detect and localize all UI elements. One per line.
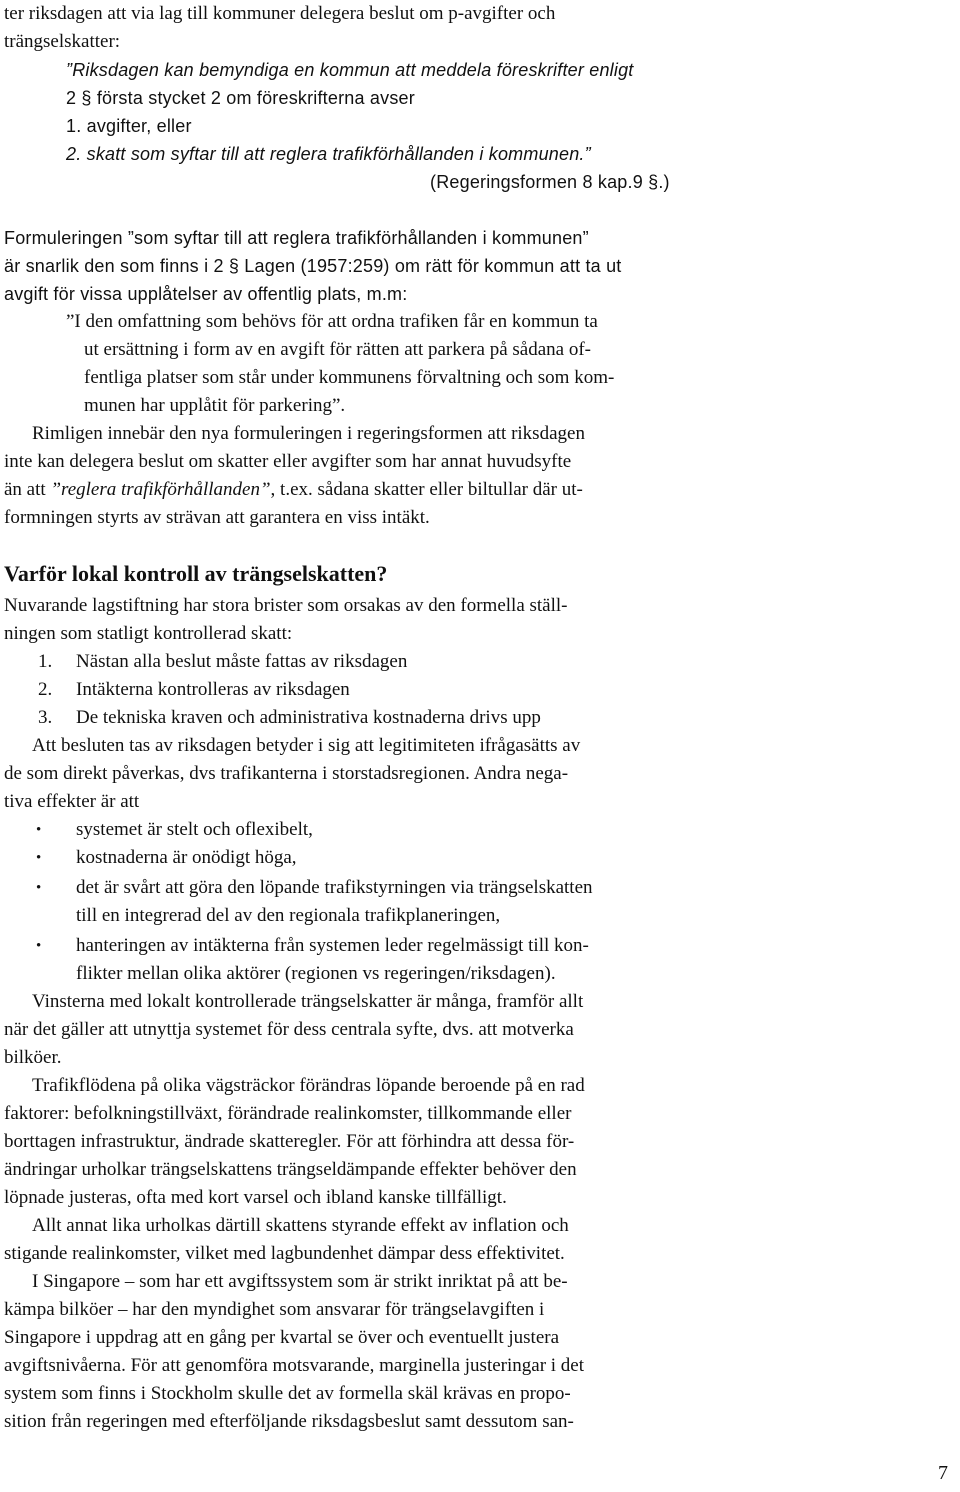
paragraph-line: [4, 476, 583, 504]
numbered-item-text: Nästan alla beslut måste fattas av riksdagen: [76, 651, 408, 672]
quote-line: ”I den omfattning som behövs för att ordna trafiken får en kommun ta: [66, 311, 598, 332]
paragraph-line: stigande realinkomster, vilket med lagbundenhet dämpar dess effektivitet.: [4, 1243, 565, 1264]
quote-line: ut ersättning i form av en avgift för rätten att parkera på sådana of-: [84, 339, 591, 360]
quote-line: munen har upplåtit för parkering”.: [84, 395, 346, 416]
emphasis-span: ”reglera trafikförhållanden”: [50, 479, 271, 500]
paragraph-line: Formuleringen ”som syftar till att reglera trafikförhållanden i kommunen”: [4, 228, 589, 248]
paragraph-line: när det gäller att utnyttja systemet för dess centrala syfte, dvs. att motverka: [4, 1019, 574, 1040]
bullet-icon: •: [36, 880, 42, 896]
bullet-text: till en integrerad del av den regionala trafikplaneringen,: [76, 905, 501, 926]
paragraph-line: ändringar urholkar trängselskattens trängseldämpande effekter behöver den: [4, 1159, 577, 1180]
paragraph-line: ningen som statligt kontrollerad skatt:: [4, 623, 293, 644]
paragraph-line: är snarlik den som finns i 2 § Lagen (1957:259) om rätt för kommun att ta ut: [4, 256, 622, 276]
section-heading: Varför lokal kontroll av trängselskatten?: [4, 561, 388, 586]
paragraph-line: formningen styrts av strävan att garantera en viss intäkt.: [4, 507, 430, 528]
quote-list-item: 1. avgifter, eller: [66, 116, 192, 136]
paragraph-line: avgift för vissa upplåtelser av offentlig plats, m.m:: [4, 284, 408, 304]
intro-line: trängselskatter:: [4, 31, 121, 52]
quote-line: 2 § första stycket 2 om föreskrifterna avser: [66, 88, 415, 108]
numbered-item-number: 2.: [38, 679, 53, 700]
numbered-item-text: De tekniska kraven och administrativa kostnaderna drivs upp: [76, 707, 541, 728]
paragraph-line: bilköer.: [4, 1047, 62, 1068]
bullet-text: det är svårt att göra den löpande trafikstyrningen via trängselskatten: [76, 877, 593, 898]
numbered-item-text: Intäkterna kontrolleras av riksdagen: [76, 679, 350, 700]
paragraph-line: borttagen infrastruktur, ändrade skatteregler. För att förhindra att dessa för-: [4, 1131, 575, 1152]
quote-list-item: 2. skatt som syftar till att reglera trafikförhållanden i kommunen.”: [66, 144, 591, 164]
paragraph-line: löpnade justeras, ofta med kort varsel och ibland kanske tillfälligt.: [4, 1187, 507, 1208]
quote-line: ”Riksdagen kan bemyndiga en kommun att meddela föreskrifter enligt: [66, 60, 634, 80]
bullet-icon: •: [36, 822, 42, 838]
numbered-item-number: 1.: [38, 651, 53, 672]
bullet-text: kostnaderna är onödigt höga,: [76, 847, 297, 868]
bullet-text: systemet är stelt och oflexibelt,: [76, 819, 313, 840]
paragraph-line: Singapore i uppdrag att en gång per kvartal se över och eventuellt justera: [4, 1327, 560, 1348]
paragraph-line: faktorer: befolkningstillväxt, förändrade realinkomster, tillkommande eller: [4, 1103, 572, 1124]
paragraph-line: Att besluten tas av riksdagen betyder i sig att legitimiteten ifrågasätts av: [32, 735, 581, 756]
paragraph-line: I Singapore – som har ett avgiftssystem som är strikt inriktat på att be-: [32, 1271, 568, 1292]
paragraph-line: de som direkt påverkas, dvs trafikanterna i storstadsregionen. Andra nega-: [4, 763, 569, 784]
paragraph-line: Trafikflödena på olika vägsträckor förändras löpande beroende på en rad: [32, 1075, 585, 1096]
intro-line: ter riksdagen att via lag till kommuner delegera beslut om p-avgifter och: [4, 3, 556, 24]
paragraph-line: Allt annat lika urholkas därtill skattens styrande effekt av inflation och: [32, 1215, 569, 1236]
bullet-icon: •: [36, 938, 42, 954]
quote-line: fentliga platser som står under kommunens förvaltning och som kom-: [84, 367, 615, 388]
paragraph-line: system som finns i Stockholm skulle det av formella skäl krävas en propo-: [4, 1383, 571, 1404]
paragraph-line: kämpa bilköer – har den myndighet som ansvarar för trängselavgiften i: [4, 1299, 545, 1320]
paragraph-line: Rimligen innebär den nya formuleringen i regeringsformen att riksdagen: [32, 423, 585, 444]
bullet-text: hanteringen av intäkterna från systemen leder regelmässigt till kon-: [76, 935, 589, 956]
numbered-item-number: 3.: [38, 707, 53, 728]
bullet-text: flikter mellan olika aktörer (regionen vs regeringen/riksdagen).: [76, 963, 556, 984]
paragraph-line: avgiftsnivåerna. För att genomföra motsvarande, marginella justeringar i det: [4, 1355, 585, 1376]
paragraph-line: sition från regeringen med efterföljande riksdagsbeslut samt dessutom san-: [4, 1411, 574, 1432]
paragraph-line: Nuvarande lagstiftning har stora brister som orsakas av den formella ställ-: [4, 595, 568, 616]
quote-source: (Regeringsformen 8 kap.9 §.): [430, 172, 670, 192]
page-number: 7: [938, 1462, 948, 1484]
text-span: , t.ex. sådana skatter eller biltullar där ut-: [270, 479, 583, 500]
paragraph-line: inte kan delegera beslut om skatter eller avgifter som har annat huvudsyfte: [4, 451, 572, 472]
text-span: än att: [4, 479, 51, 500]
paragraph-line: Vinsterna med lokalt kontrollerade trängselskatter är många, framför allt: [32, 991, 584, 1012]
paragraph-line: tiva effekter är att: [4, 791, 140, 812]
bullet-icon: •: [36, 850, 42, 866]
